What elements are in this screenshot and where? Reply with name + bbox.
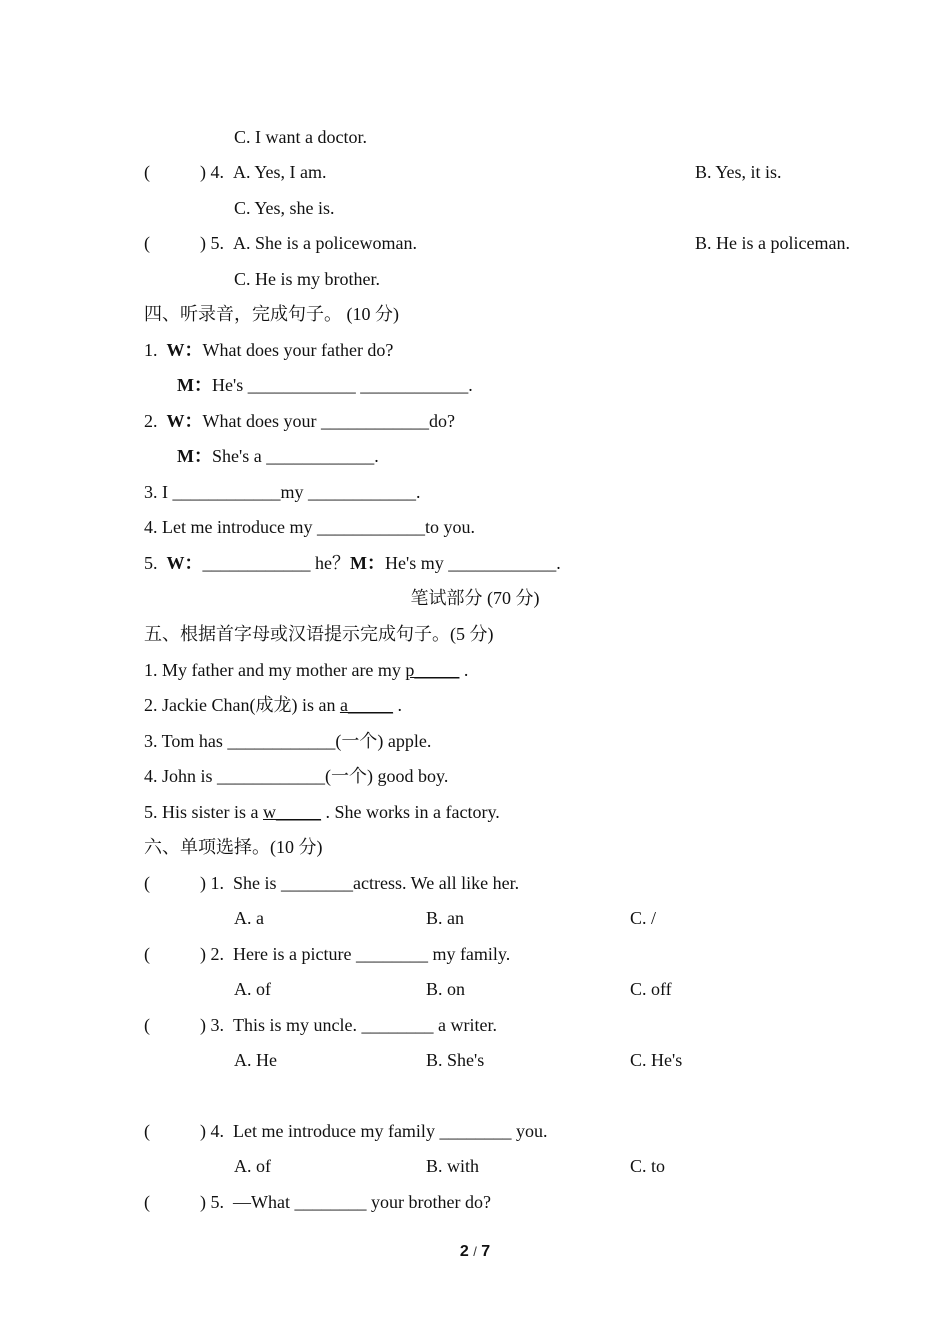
answer-paren[interactable]: ( — [144, 1015, 150, 1035]
q4-option-a: A. Yes, I am. — [233, 162, 327, 182]
p5-line-5[interactable]: 5. His sister is a w_____ . She works in a factory. — [144, 802, 500, 822]
section-4-title: 四、听录音，完成句子。 (10 分) — [144, 304, 399, 324]
p4-line-2-answer[interactable]: M：She's a ____________. — [177, 446, 379, 466]
written-section-title: 笔试部分 (70 分) — [410, 588, 540, 608]
p6-q1-options — [0, 903, 950, 933]
p4-line-5[interactable]: 5. W：____________ he？M：He's my ____________. — [144, 553, 561, 573]
section-6-title: 六、单项选择。(10 分) — [144, 837, 323, 857]
option-c[interactable]: C. to — [630, 1156, 666, 1176]
p4-line-1: 1. W：What does your father do? — [144, 340, 394, 360]
q4-option-b: B. Yes, it is. — [695, 162, 782, 182]
p4-line-3[interactable]: 3. I ____________my ____________. — [144, 482, 421, 502]
p4-line-1-answer[interactable]: M：He's ____________ ____________. — [177, 375, 473, 395]
p4-line-2[interactable]: 2. W：What does your ____________do? — [144, 411, 455, 431]
answer-paren[interactable]: ( — [144, 873, 150, 893]
p6-q2: ( ) 2. Here is a picture ________ my family. — [144, 939, 510, 969]
option-c[interactable]: C. off — [630, 979, 672, 999]
q5-row: ( ) 5. A. She is a policewoman. B. He is a policeman. — [144, 228, 844, 258]
q5-option-a: A. She is a policewoman. — [233, 233, 417, 253]
option-b[interactable]: B. with — [426, 1156, 480, 1176]
p6-q3: ( ) 3. This is my uncle. ________ a writer. — [144, 1010, 497, 1040]
answer-paren[interactable]: ( — [144, 233, 150, 253]
option-c[interactable]: C. / — [630, 908, 657, 928]
section-5-title: 五、根据首字母或汉语提示完成句子。(5 分) — [144, 624, 494, 644]
option-a[interactable]: A. of — [234, 979, 271, 999]
answer-paren[interactable]: ( — [144, 162, 150, 182]
p6-q2-options — [0, 974, 950, 1004]
q5-option-b: B. He is a policeman. — [695, 233, 850, 253]
option-b[interactable]: B. She's — [426, 1050, 485, 1070]
p4-line-4[interactable]: 4. Let me introduce my ____________to you. — [144, 517, 475, 537]
p5-line-4[interactable]: 4. John is ____________(一个) good boy. — [144, 766, 449, 786]
page-number: 2 / 7 — [459, 1243, 491, 1260]
p5-line-1[interactable]: 1. My father and my mother are my p_____ . — [144, 660, 469, 680]
option-b[interactable]: B. an — [426, 908, 464, 928]
p5-line-3[interactable]: 3. Tom has ____________(一个) apple. — [144, 731, 432, 751]
p6-q4-options — [0, 1151, 950, 1181]
q5-option-c: C. He is my brother. — [234, 269, 380, 289]
p5-line-2[interactable]: 2. Jackie Chan(成龙) is an a_____ . — [144, 695, 402, 715]
q4-option-c: C. Yes, she is. — [234, 198, 335, 218]
p6-q3-options — [0, 1045, 950, 1075]
q3-option-c: C. I want a doctor. — [234, 127, 367, 147]
option-b[interactable]: B. on — [426, 979, 466, 999]
p6-q1: ( ) 1. She is ________actress. We all like her. — [144, 868, 519, 898]
q4-row: ( ) 4. A. Yes, I am. B. Yes, it is. — [144, 157, 844, 187]
option-c[interactable]: C. He's — [630, 1050, 683, 1070]
answer-paren[interactable]: ( — [144, 1121, 150, 1141]
option-a[interactable]: A. He — [234, 1050, 277, 1070]
answer-paren[interactable]: ( — [144, 1192, 150, 1212]
option-a[interactable]: A. of — [234, 1156, 271, 1176]
p6-q5: ( ) 5. —What ________ your brother do? — [144, 1187, 491, 1217]
answer-paren[interactable]: ( — [144, 944, 150, 964]
p6-q4: ( ) 4. Let me introduce my family ________ you. — [144, 1116, 547, 1146]
option-a[interactable]: A. a — [234, 908, 264, 928]
